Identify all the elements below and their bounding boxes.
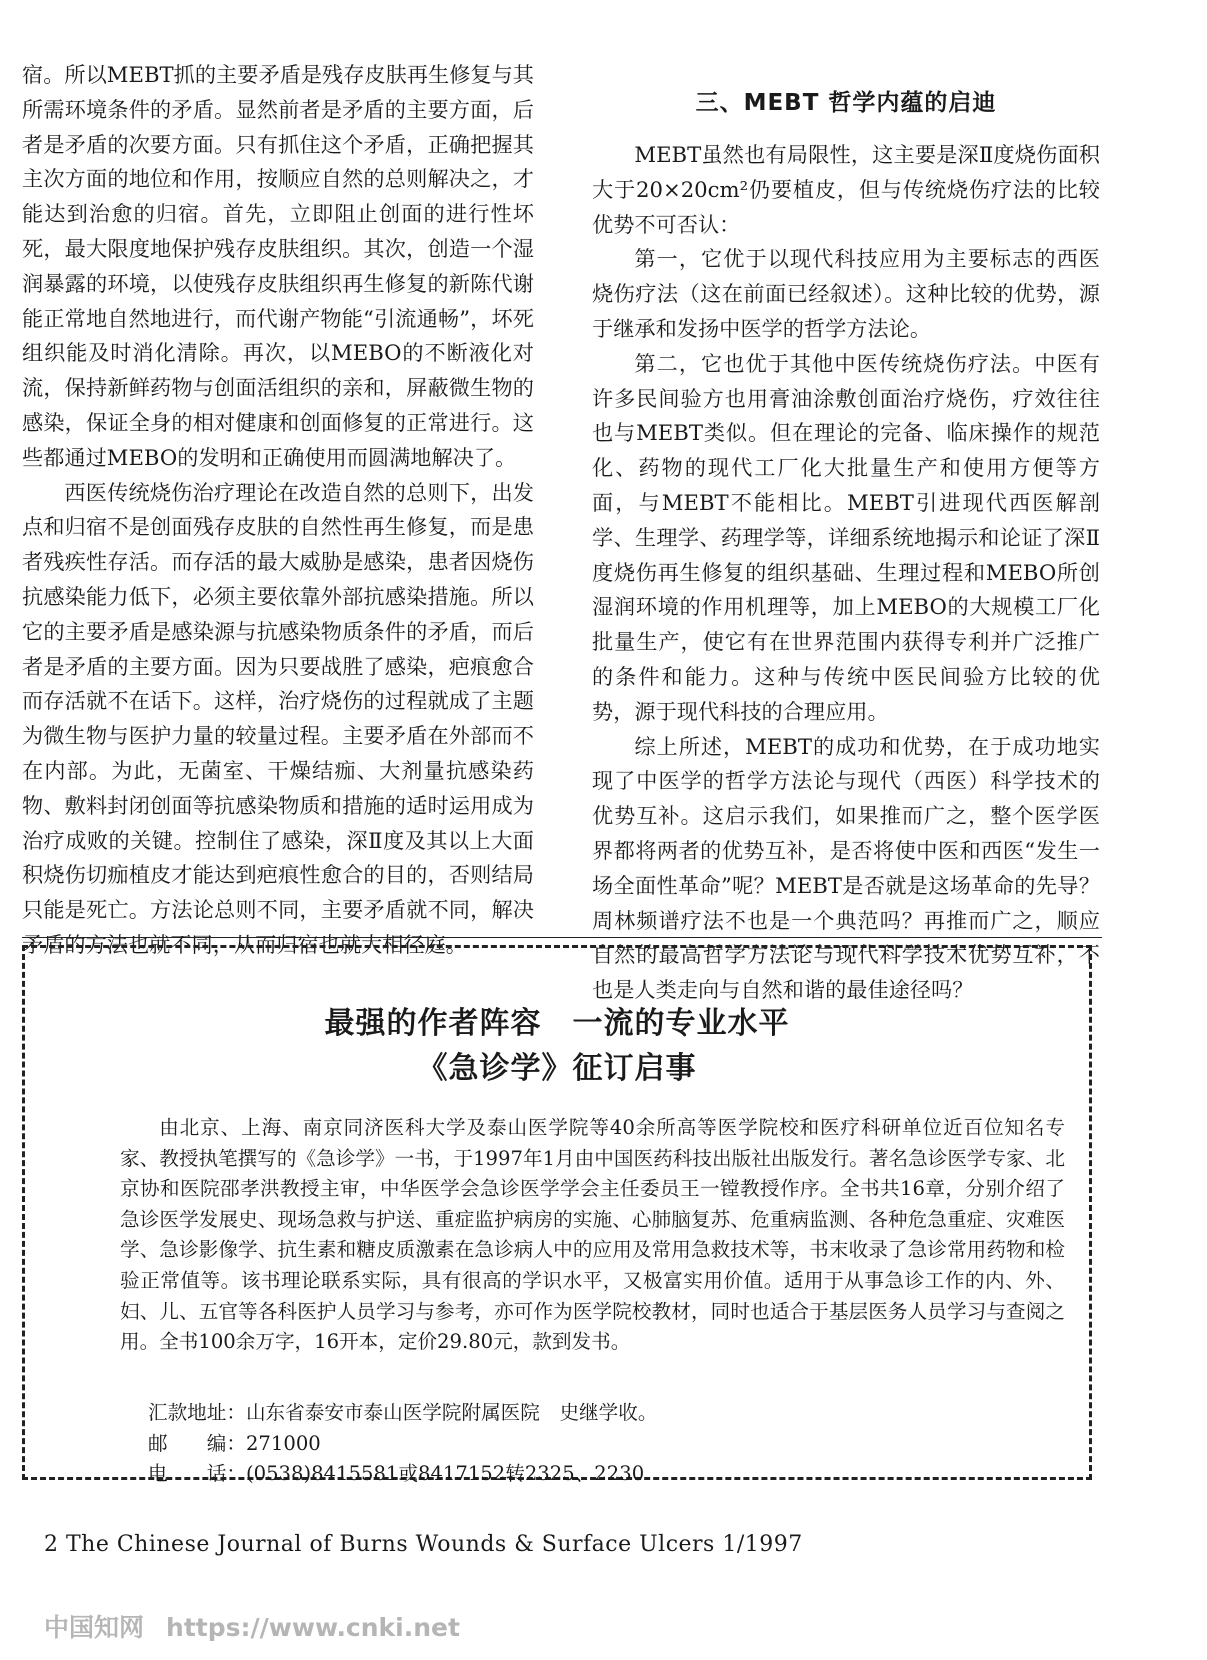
left-paragraph-1: 宿。所以MEBT抓的主要矛盾是残存皮肤再生修复与其所需环境条件的矛盾。显然前者是矛盾的主要方面，后者是矛盾的次要方面。只有抓住这个矛盾，正确把握其主次方面的地位和作用，按顺应自然的总则解决之，才能达到治愈的归宿。首先，立即阻止创面的进行性坏死，最大限度地保护残存皮肤组织。其次，创造一个湿润暴露的环境，以使残存皮肤组织再生修复的新陈代谢能正常地自然地进行，而代谢产物能“引流通畅”，坏死组织能及时消化清除。再次，以MEBO的不断液化对流，保持新鲜药物与创面活组织的亲和，屏蔽微生物的感染，保证全身的相对健康和创面修复的正常进行。这些都通过MEBO的发明和正确使用而圆满地解决了。 [22,62,534,470]
cnki-watermark [44,1608,460,1644]
section-divider [22,937,1102,938]
watermark-site-name: 中国知网 [44,1613,145,1642]
ad-title-line-2: 《急诊学》征订启事 [417,1051,697,1086]
right-paragraph-1: MEBT虽然也有局限性，这主要是深Ⅱ度烧伤面积大于20×20cm²仍要植皮，但与传统烧伤疗法的比较优势不可否认： [592,142,1100,237]
left-paragraph-2: 西医传统烧伤治疗理论在改造自然的总则下，出发点和归宿不是创面残存皮肤的自然性再生修复，而是患者残疾性存活。而存活的最大威胁是感染，患者因烧伤抗感染能力低下，必须主要依靠外部抗感染措施。所以它的主要矛盾是感染源与抗感染物质条件的矛盾，而后者是矛盾的主要方面。因为只要战胜了感染，疤痕愈合而存活就不在话下。这样，治疗烧伤的过程就成了主题为微生物与医护力量的较量过程。主要矛盾在外部而不在内部。为此，无菌室、干燥结痂、大剂量抗感染药物、敷料封闭创面等抗感染物质和措施的适时运用成为治疗成败的关键。控制住了感染，深Ⅱ度及其以上大面积烧伤切痂植皮才能达到疤痕性愈合的目的，否则结局只能是死亡。方法论总则不同，主要矛盾就不同，解决矛盾的方法也就不同，从而归宿也就大相径庭。 [22,479,534,957]
right-paragraph-4: 综上所述，MEBT的成功和优势，在于成功地实现了中医学的哲学方法论与现代（西医）科学技术的优势互补。这启示我们，如果推而广之，整个医学医界都将两者的优势互补，是否将使中医和西医“发生一场全面性革命”呢？MEBT是否就是这场革命的先导？周林频谱疗法不也是一个典范吗？再推而广之，顺应自然的最高哲学方法论与现代科学技术优势互补，不也是人类走向与自然和谐的最佳途径吗？ [592,733,1100,1003]
ad-title-line-1: 最强的作者阵容 一流的专业水平 [324,1006,790,1041]
section-heading: 三、MEBT 哲学内蕴的启迪 [695,90,997,116]
right-paragraph-3: 第二，它也优于其他中医传统烧伤疗法。中医有许多民间验方也用膏油涂敷创面治疗烧伤，疗效往往也与MEBT类似。但在理论的完备、临床操作的规范化、药物的现代工厂化大批量生产和使用方便等方面，与MEBT不能相比。MEBT引进现代西医解剖学、生理学、药理学等，详细系统地揭示和论证了深Ⅱ度烧伤再生修复的组织基础、生理过程和MEBO所创湿润环境的作用机理等，加上MEBO的大规模工厂化批量生产，使它有在世界范围内获得专利并广泛推广的条件和能力。这种与传统中医民间验方比较的优势，源于现代科技的合理应用。 [592,350,1100,724]
advertisement-box [22,945,1092,1486]
ad-contact-info [148,1398,657,1490]
right-column [592,138,1100,1008]
right-paragraph-2: 第一，它优于以现代科技应用为主要标志的西医烧伤疗法（这在前面已经叙述）。这种比较的优势，源于继承和发扬中医学的哲学方法论。 [592,246,1100,341]
postcode: 邮 编：271000 [148,1431,321,1455]
remit-address: 汇款地址：山东省泰安市泰山医学院附属医院 史继学收。 [148,1401,658,1424]
ad-body-paragraph: 由北京、上海、南京同济医科大学及泰山医学院等40余所高等医学院校和医疗科研单位近百位知名专家、教授执笔撰写的《急诊学》一书，于1997年1月由中国医药科技出版社出版发行。著名急诊医学专家、北京协和医院邵孝洪教授主审，中华医学会急诊医学学会主任委员王一镗教授作序。全书共16章，分别介绍了急诊医学发展史、现场急救与护送、重症监护病房的实施、心肺脑复苏、危重病监测、各种危急重症、灾难医学、急诊影像学、抗生素和糖皮质激素在急诊病人中的应用及常用急救技术等，书末收录了急诊常用药物和检验正常值等。该书理论联系实际，具有很高的学识水平，又极富实用价值。适用于从事急诊工作的内、外、妇、儿、五官等各科医护人员学习与参考，亦可作为医学院校教材，同时也适合于基层医务人员学习与查阅之用。全书100余万字，16开本，定价29.80元，款到发书。 [120,1116,1065,1354]
page-footer: 2 The Chinese Journal of Burns Wounds & Surface Ulcers 1/1997 [44,1532,803,1557]
watermark-url: https://www.cnki.net [166,1613,460,1642]
phone-number: 电 话：(0538)8415581或8417152转2325、2230 [148,1462,645,1486]
left-column [22,58,534,963]
ad-body [120,1113,1065,1358]
